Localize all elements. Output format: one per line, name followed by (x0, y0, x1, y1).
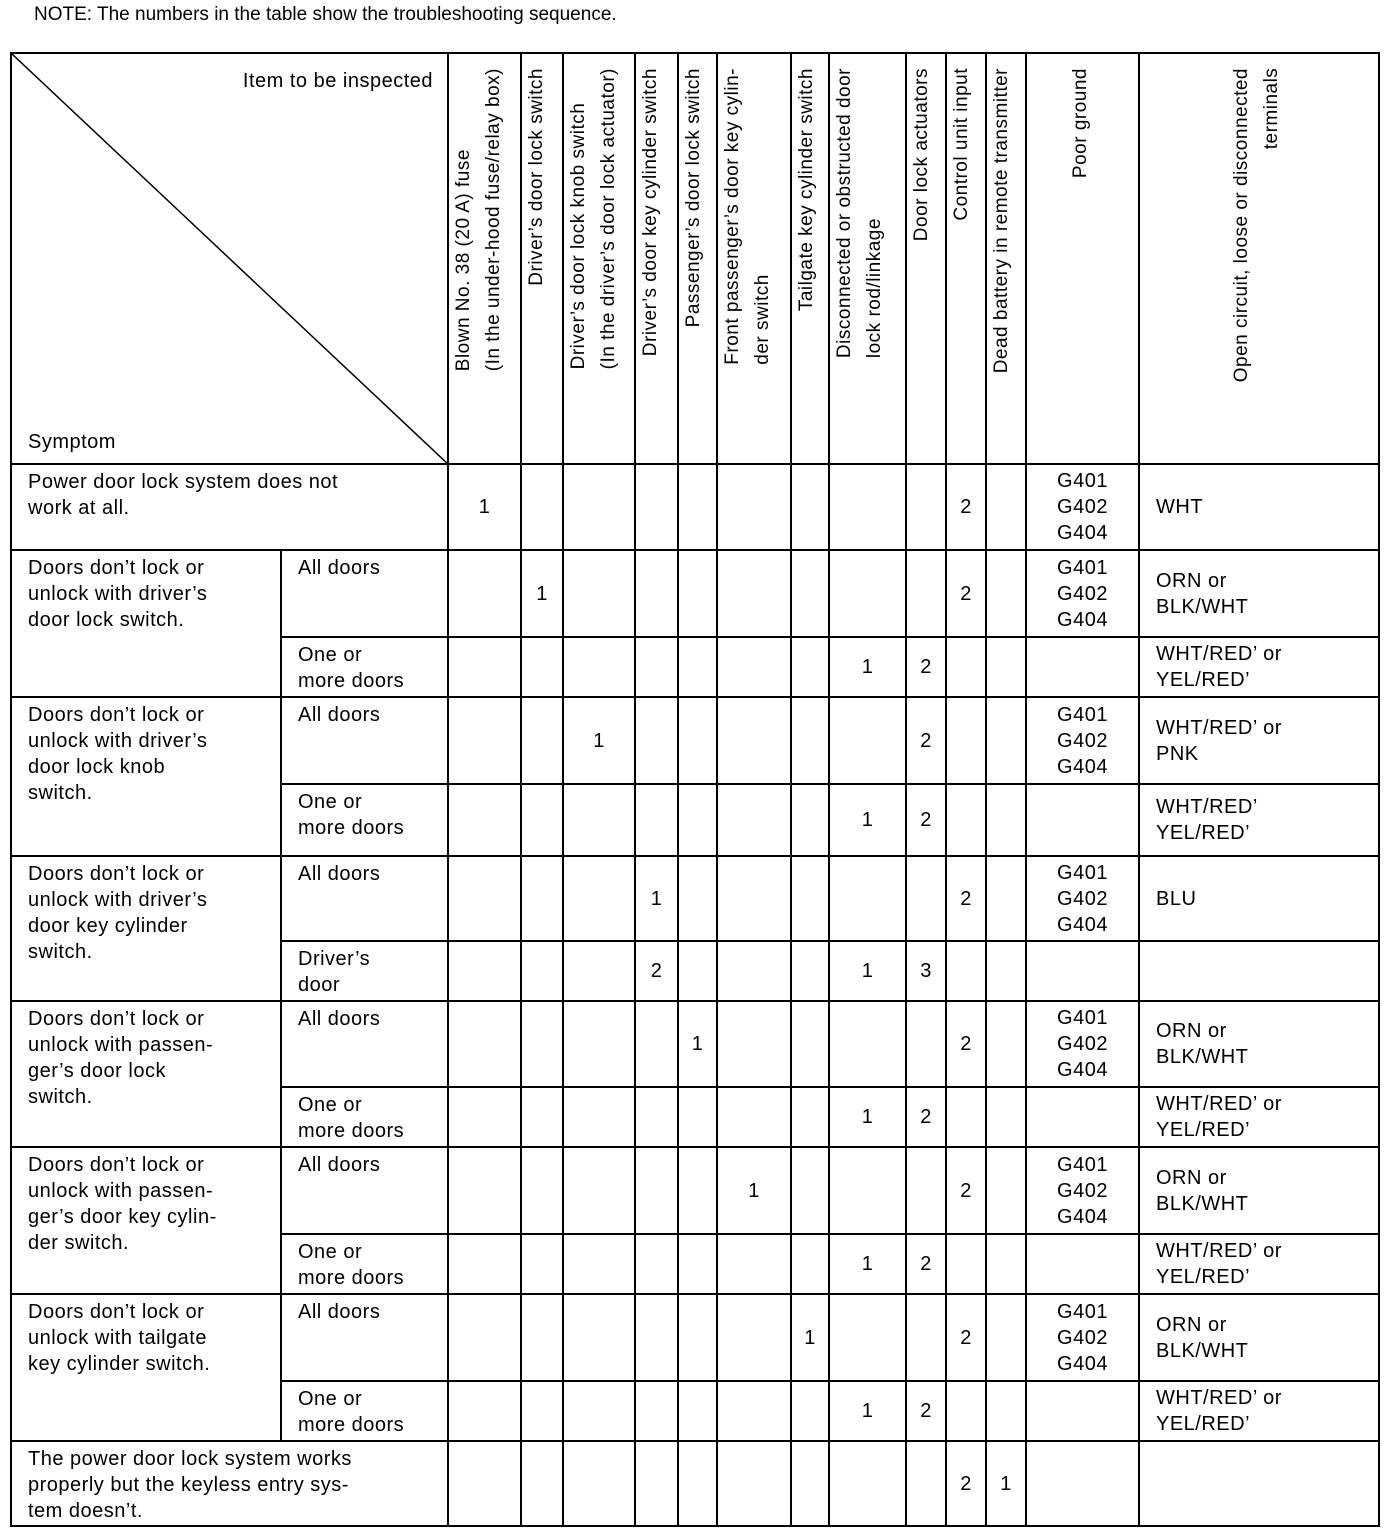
sequence-cell (906, 856, 946, 941)
sequence-cell (906, 550, 946, 637)
sequence-cell (635, 697, 678, 784)
column-header-label: Door lock actuators (911, 68, 932, 242)
sequence-cell (448, 637, 521, 697)
sequence-cell (678, 550, 717, 637)
sequence-cell (563, 1294, 635, 1381)
condition-cell: One or more doors (281, 1381, 448, 1441)
sequence-cell (829, 1441, 906, 1526)
note-text: NOTE: The numbers in the table show the troubleshooting sequence. (34, 4, 617, 25)
sequence-cell (521, 784, 563, 856)
table-row (11, 464, 1379, 550)
table-row (11, 856, 1379, 941)
sequence-cell (986, 784, 1026, 856)
condition-cell: One or more doors (281, 1234, 448, 1294)
sequence-cell (946, 941, 986, 1001)
terminal-cell (1139, 941, 1379, 1001)
sequence-cell (791, 550, 829, 637)
sequence-cell (717, 856, 791, 941)
ground-cell (1026, 941, 1139, 1001)
ground-cell (1026, 1381, 1139, 1441)
terminal-cell: ORN or BLK/WHT (1139, 1001, 1379, 1087)
sequence-cell: 2 (946, 1147, 986, 1234)
sequence-cell: 1 (717, 1147, 791, 1234)
sequence-cell (563, 1441, 635, 1526)
sequence-cell (678, 1147, 717, 1234)
column-header-label: Driver’s door key cylinder switch (640, 68, 661, 357)
column-header (986, 53, 1026, 464)
sequence-cell (563, 637, 635, 697)
sequence-cell (678, 637, 717, 697)
sequence-cell: 2 (946, 1441, 986, 1526)
terminal-cell (1139, 1441, 1379, 1526)
sequence-cell (678, 697, 717, 784)
condition-cell: One or more doors (281, 1087, 448, 1147)
sequence-cell (521, 637, 563, 697)
column-header (906, 53, 946, 464)
table-row (11, 1001, 1379, 1087)
sequence-cell (448, 1147, 521, 1234)
sequence-cell (448, 1441, 521, 1526)
sequence-cell: 1 (986, 1441, 1026, 1526)
sequence-cell (448, 1381, 521, 1441)
sequence-cell (791, 1001, 829, 1087)
sequence-cell: 2 (946, 550, 986, 637)
sequence-cell (448, 1001, 521, 1087)
sequence-cell (791, 1147, 829, 1234)
column-header (1026, 53, 1139, 464)
column-header (563, 53, 635, 464)
table-row (11, 550, 1379, 637)
terminal-cell: ORN or BLK/WHT (1139, 550, 1379, 637)
column-header-label: Dead battery in remote transmitter (991, 68, 1012, 374)
sequence-cell (791, 697, 829, 784)
sequence-cell: 2 (906, 637, 946, 697)
sequence-cell (717, 1087, 791, 1147)
sequence-cell (521, 941, 563, 1001)
sequence-cell (791, 856, 829, 941)
sequence-cell (986, 550, 1026, 637)
sequence-cell: 1 (521, 550, 563, 637)
terminal-cell: WHT/RED’ or YEL/RED’ (1139, 637, 1379, 697)
sequence-cell (986, 1147, 1026, 1234)
sequence-cell: 2 (906, 1087, 946, 1147)
sequence-cell (946, 637, 986, 697)
sequence-cell (521, 1087, 563, 1147)
sequence-cell (717, 550, 791, 637)
column-header-label: Control unit input (951, 68, 972, 221)
terminal-cell: WHT/RED’ or YEL/RED’ (1139, 1087, 1379, 1147)
column-header-label: Driver’s door lock switch (526, 68, 547, 286)
sequence-cell: 1 (678, 1001, 717, 1087)
sequence-cell (717, 464, 791, 550)
item-header-label: Item to be inspected (242, 70, 433, 92)
condition-cell: All doors (281, 856, 448, 941)
sequence-cell (791, 941, 829, 1001)
sequence-cell (448, 697, 521, 784)
sequence-cell (791, 1234, 829, 1294)
sequence-cell (635, 550, 678, 637)
sequence-cell (521, 1441, 563, 1526)
sequence-cell: 1 (829, 637, 906, 697)
symptom-header-label: Symptom (28, 431, 116, 453)
sequence-cell: 1 (448, 464, 521, 550)
sequence-cell (986, 856, 1026, 941)
symptom-cell: Doors don’t lock or unlock with tailgate key cylinder switch. (11, 1294, 281, 1441)
corner-header-cell (11, 53, 448, 464)
troubleshooting-table (10, 52, 1380, 1527)
sequence-cell (521, 1234, 563, 1294)
sequence-cell (717, 697, 791, 784)
sequence-cell: 2 (635, 941, 678, 1001)
sequence-cell (986, 697, 1026, 784)
sequence-cell (946, 1087, 986, 1147)
sequence-cell (678, 1234, 717, 1294)
sequence-cell: 2 (946, 856, 986, 941)
column-header-label: Front passenger’s door key cylin- der switch (722, 68, 773, 365)
sequence-cell: 3 (906, 941, 946, 1001)
table-row (11, 1147, 1379, 1234)
sequence-cell (906, 1001, 946, 1087)
sequence-cell (791, 637, 829, 697)
sequence-cell (635, 1294, 678, 1381)
sequence-cell (986, 1294, 1026, 1381)
sequence-cell (906, 464, 946, 550)
column-header (448, 53, 521, 464)
ground-cell: G401 G402 G404 (1026, 856, 1139, 941)
column-header-label: Poor ground (1069, 68, 1091, 179)
sequence-cell (563, 856, 635, 941)
sequence-cell (521, 856, 563, 941)
sequence-cell (678, 1441, 717, 1526)
sequence-cell (946, 1234, 986, 1294)
sequence-cell: 1 (829, 1381, 906, 1441)
sequence-cell (791, 464, 829, 550)
sequence-cell (986, 464, 1026, 550)
terminal-cell: BLU (1139, 856, 1379, 941)
ground-cell (1026, 784, 1139, 856)
sequence-cell (678, 1381, 717, 1441)
sequence-cell (717, 784, 791, 856)
sequence-cell (717, 1381, 791, 1441)
sequence-cell (635, 1381, 678, 1441)
column-header (946, 53, 986, 464)
column-header (1139, 53, 1379, 464)
condition-cell: One or more doors (281, 637, 448, 697)
ground-cell: G401 G402 G404 (1026, 1294, 1139, 1381)
sequence-cell: 2 (946, 464, 986, 550)
sequence-cell (717, 941, 791, 1001)
column-header (717, 53, 791, 464)
sequence-cell (635, 1001, 678, 1087)
sequence-cell (906, 1294, 946, 1381)
sequence-cell (829, 856, 906, 941)
sequence-cell (791, 1441, 829, 1526)
sequence-cell: 2 (906, 697, 946, 784)
condition-cell: All doors (281, 1294, 448, 1381)
sequence-cell (448, 1087, 521, 1147)
sequence-cell (829, 697, 906, 784)
sequence-cell (791, 1087, 829, 1147)
sequence-cell (791, 784, 829, 856)
sequence-cell (563, 1001, 635, 1087)
sequence-cell (678, 1087, 717, 1147)
ground-cell (1026, 1087, 1139, 1147)
symptom-cell: Doors don’t lock or unlock with passen- ger’s door key cylin- der switch. (11, 1147, 281, 1294)
sequence-cell (448, 941, 521, 1001)
diagonal-divider (12, 54, 449, 465)
sequence-cell (521, 464, 563, 550)
sequence-cell (521, 1147, 563, 1234)
sequence-cell (563, 1087, 635, 1147)
ground-cell (1026, 637, 1139, 697)
sequence-cell (521, 1294, 563, 1381)
symptom-cell: Doors don’t lock or unlock with driver’s door lock switch. (11, 550, 281, 697)
sequence-cell (563, 1381, 635, 1441)
table-row (11, 697, 1379, 784)
column-header-label: Tailgate key cylinder switch (796, 68, 817, 312)
sequence-cell: 1 (829, 1087, 906, 1147)
sequence-cell (946, 697, 986, 784)
symptom-cell: Power door lock system does not work at all. (11, 464, 448, 550)
terminal-cell: ORN or BLK/WHT (1139, 1147, 1379, 1234)
column-header (829, 53, 906, 464)
terminal-cell: WHT (1139, 464, 1379, 550)
sequence-cell (563, 464, 635, 550)
condition-cell: All doors (281, 1001, 448, 1087)
sequence-cell (678, 856, 717, 941)
sequence-cell (448, 856, 521, 941)
sequence-cell (986, 1234, 1026, 1294)
condition-cell: All doors (281, 550, 448, 637)
sequence-cell (521, 1381, 563, 1441)
sequence-cell: 1 (829, 1234, 906, 1294)
sequence-cell: 2 (946, 1001, 986, 1087)
sequence-cell (635, 637, 678, 697)
column-header (521, 53, 563, 464)
sequence-cell (563, 1147, 635, 1234)
sequence-cell (717, 1441, 791, 1526)
sequence-cell (635, 1441, 678, 1526)
sequence-cell (906, 1441, 946, 1526)
column-header (791, 53, 829, 464)
sequence-cell (906, 1147, 946, 1234)
sequence-cell (678, 464, 717, 550)
sequence-cell (563, 550, 635, 637)
symptom-cell: The power door lock system works properly but the keyless entry sys- tem doesn’t. (11, 1441, 448, 1526)
sequence-cell (717, 1234, 791, 1294)
ground-cell: G401 G402 G404 (1026, 464, 1139, 550)
header-row (11, 53, 1379, 464)
sequence-cell (521, 697, 563, 784)
sequence-cell (829, 1001, 906, 1087)
symptom-cell: Doors don’t lock or unlock with driver’s door lock knob switch. (11, 697, 281, 856)
condition-cell: All doors (281, 1147, 448, 1234)
column-header-label: Blown No. 38 (20 A) fuse (In the under-hood fuse/relay box) (453, 68, 504, 372)
column-header-label: Driver’s door lock knob switch (In the driver’s door lock actuator) (568, 68, 619, 370)
sequence-cell (678, 1294, 717, 1381)
sequence-cell (829, 1294, 906, 1381)
sequence-cell (986, 1001, 1026, 1087)
sequence-cell: 1 (829, 941, 906, 1001)
sequence-cell (635, 784, 678, 856)
sequence-cell (563, 784, 635, 856)
sequence-cell (946, 784, 986, 856)
sequence-cell (635, 1147, 678, 1234)
sequence-cell (563, 1234, 635, 1294)
sequence-cell: 2 (906, 1234, 946, 1294)
sequence-cell (946, 1381, 986, 1441)
sequence-cell (448, 550, 521, 637)
symptom-cell: Doors don’t lock or unlock with passen- ger’s door lock switch. (11, 1001, 281, 1147)
sequence-cell (986, 637, 1026, 697)
ground-cell: G401 G402 G404 (1026, 1001, 1139, 1087)
column-header (635, 53, 678, 464)
condition-cell: Driver’s door (281, 941, 448, 1001)
sequence-cell: 1 (791, 1294, 829, 1381)
sequence-cell (717, 637, 791, 697)
sequence-cell (829, 550, 906, 637)
sequence-cell (635, 1087, 678, 1147)
condition-cell: One or more doors (281, 784, 448, 856)
sequence-cell (448, 1294, 521, 1381)
sequence-cell: 2 (906, 784, 946, 856)
sequence-cell: 2 (946, 1294, 986, 1381)
sequence-cell (678, 941, 717, 1001)
sequence-cell (448, 1234, 521, 1294)
sequence-cell (717, 1001, 791, 1087)
sequence-cell: 1 (829, 784, 906, 856)
sequence-cell (521, 1001, 563, 1087)
terminal-cell: WHT/RED’ or YEL/RED’ (1139, 1234, 1379, 1294)
sequence-cell: 1 (563, 697, 635, 784)
ground-cell: G401 G402 G404 (1026, 550, 1139, 637)
sequence-cell (635, 464, 678, 550)
sequence-cell (448, 784, 521, 856)
column-header-label: Disconnected or obstructed door lock rod/linkage (834, 68, 885, 359)
sequence-cell (717, 1294, 791, 1381)
sequence-cell (986, 941, 1026, 1001)
table-row (11, 1441, 1379, 1526)
sequence-cell (986, 1087, 1026, 1147)
column-header-label: Passenger’s door lock switch (683, 68, 704, 328)
terminal-cell: ORN or BLK/WHT (1139, 1294, 1379, 1381)
sequence-cell (986, 1381, 1026, 1441)
terminal-cell: WHT/RED’ or YEL/RED’ (1139, 1381, 1379, 1441)
column-header (678, 53, 717, 464)
sequence-cell (563, 941, 635, 1001)
sequence-cell (829, 464, 906, 550)
sequence-cell (678, 784, 717, 856)
sequence-cell (791, 1381, 829, 1441)
table-row (11, 1294, 1379, 1381)
ground-cell (1026, 1441, 1139, 1526)
terminal-cell: WHT/RED’ YEL/RED’ (1139, 784, 1379, 856)
ground-cell: G401 G402 G404 (1026, 697, 1139, 784)
column-header-label: Open circuit, loose or disconnected terminals (1231, 68, 1282, 383)
ground-cell: G401 G402 G404 (1026, 1147, 1139, 1234)
ground-cell (1026, 1234, 1139, 1294)
sequence-cell (635, 1234, 678, 1294)
sequence-cell: 1 (635, 856, 678, 941)
condition-cell: All doors (281, 697, 448, 784)
symptom-cell: Doors don’t lock or unlock with driver’s door key cylinder switch. (11, 856, 281, 1001)
sequence-cell: 2 (906, 1381, 946, 1441)
sequence-cell (829, 1147, 906, 1234)
terminal-cell: WHT/RED’ or PNK (1139, 697, 1379, 784)
